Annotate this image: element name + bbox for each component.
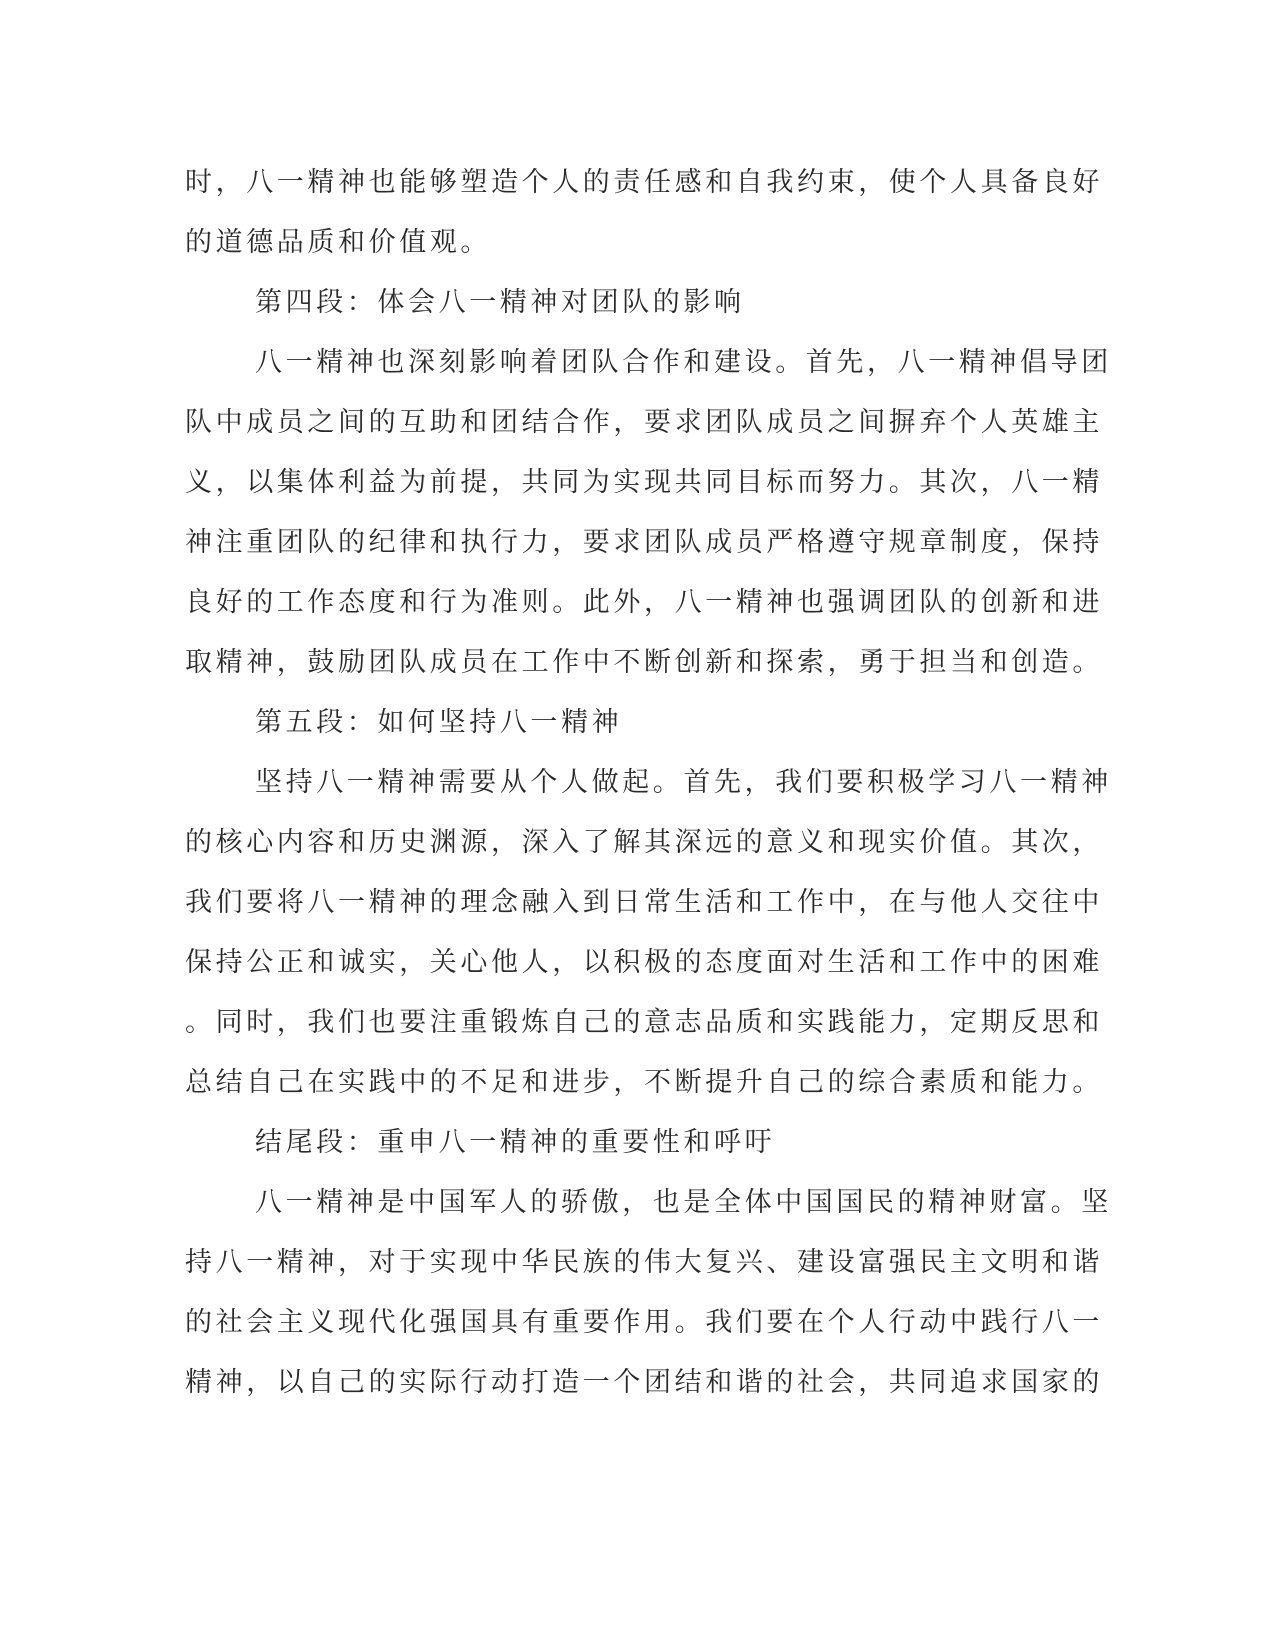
text-line: 八一精神也深刻影响着团队合作和建设。首先，八一精神倡导团 xyxy=(255,347,1112,378)
text-line: 的道德品质和价值观。 xyxy=(185,227,491,258)
text-line: 精神，以自己的实际行动打造一个团结和谐的社会，共同追求国家的 xyxy=(185,1367,1103,1398)
section-heading-4: 第四段：体会八一精神对团队的影响 xyxy=(255,287,745,318)
text-line: 时，八一精神也能够塑造个人的责任感和自我约束，使个人具备良好 xyxy=(185,167,1103,198)
text-line: 的核心内容和历史渊源，深入了解其深远的意义和现实价值。其次， xyxy=(185,827,1103,858)
text-line: 的社会主义现代化强国具有重要作用。我们要在个人行动中践行八一 xyxy=(185,1307,1103,1338)
text-line: 。同时，我们也要注重锻炼自己的意志品质和实践能力，定期反思和 xyxy=(185,1007,1103,1038)
text-line: 保持公正和诚实，关心他人，以积极的态度面对生活和工作中的困难 xyxy=(185,947,1103,978)
text-line: 坚持八一精神需要从个人做起。首先，我们要积极学习八一精神 xyxy=(255,767,1112,798)
text-line: 队中成员之间的互助和团结合作，要求团队成员之间摒弃个人英雄主 xyxy=(185,407,1103,438)
text-line: 八一精神是中国军人的骄傲，也是全体中国国民的精神财富。坚 xyxy=(255,1187,1112,1218)
text-line: 我们要将八一精神的理念融入到日常生活和工作中，在与他人交往中 xyxy=(185,887,1103,918)
text-line: 总结自己在实践中的不足和进步，不断提升自己的综合素质和能力。 xyxy=(185,1067,1103,1098)
section-heading-5: 第五段：如何坚持八一精神 xyxy=(255,707,623,738)
section-heading-ending: 结尾段：重申八一精神的重要性和呼吁 xyxy=(255,1127,776,1158)
document-body xyxy=(185,153,1112,1413)
text-line: 神注重团队的纪律和执行力，要求团队成员严格遵守规章制度，保持 xyxy=(185,527,1103,558)
text-line: 良好的工作态度和行为准则。此外，八一精神也强调团队的创新和进 xyxy=(185,587,1103,618)
text-line: 持八一精神，对于实现中华民族的伟大复兴、建设富强民主文明和谐 xyxy=(185,1247,1103,1278)
text-line: 取精神，鼓励团队成员在工作中不断创新和探索，勇于担当和创造。 xyxy=(185,647,1103,678)
text-line: 义，以集体利益为前提，共同为实现共同目标而努力。其次，八一精 xyxy=(185,467,1103,498)
